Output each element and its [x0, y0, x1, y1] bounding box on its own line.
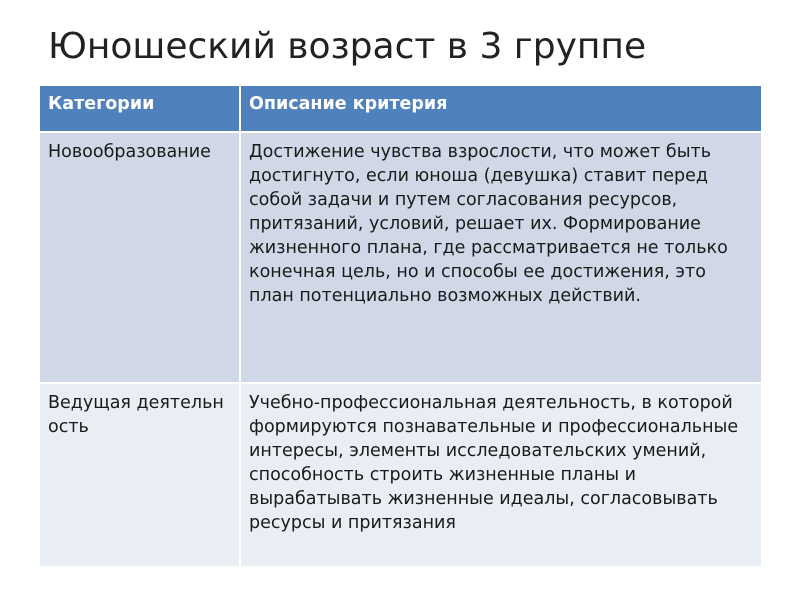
criteria-table [40, 86, 761, 566]
table-row [40, 132, 761, 383]
header-description: Описание критерия [240, 86, 761, 132]
header-category: Категории [40, 86, 240, 132]
row-description-leading-activity: Учебно-профессиональная деятельность, в которой формируются познавательные и профессиональные интересы, элементы исследовательских умений, способность строить жизненные планы и вырабатывать жизненные идеалы, согласовывать ресурсы и притязания [240, 383, 761, 566]
table-header-row [40, 86, 761, 132]
row-category-neoformation: Новообразование [40, 132, 240, 383]
row-description-neoformation: Достижение чувства взрослости, что может быть достигнуто, если юноша (девушка) ставит перед собой задачи и путем согласования ресурсов, притязаний, условий, решает их. Формирование жизненного плана, где рассматривается не только конечная цель, но и способы ее достижения, это план потенциально возможных действий. [240, 132, 761, 383]
slide-title: Юношеский возраст в 3 группе [48, 26, 647, 67]
row-category-leading-activity: Ведущая деятельность [40, 383, 240, 566]
table-row [40, 383, 761, 566]
